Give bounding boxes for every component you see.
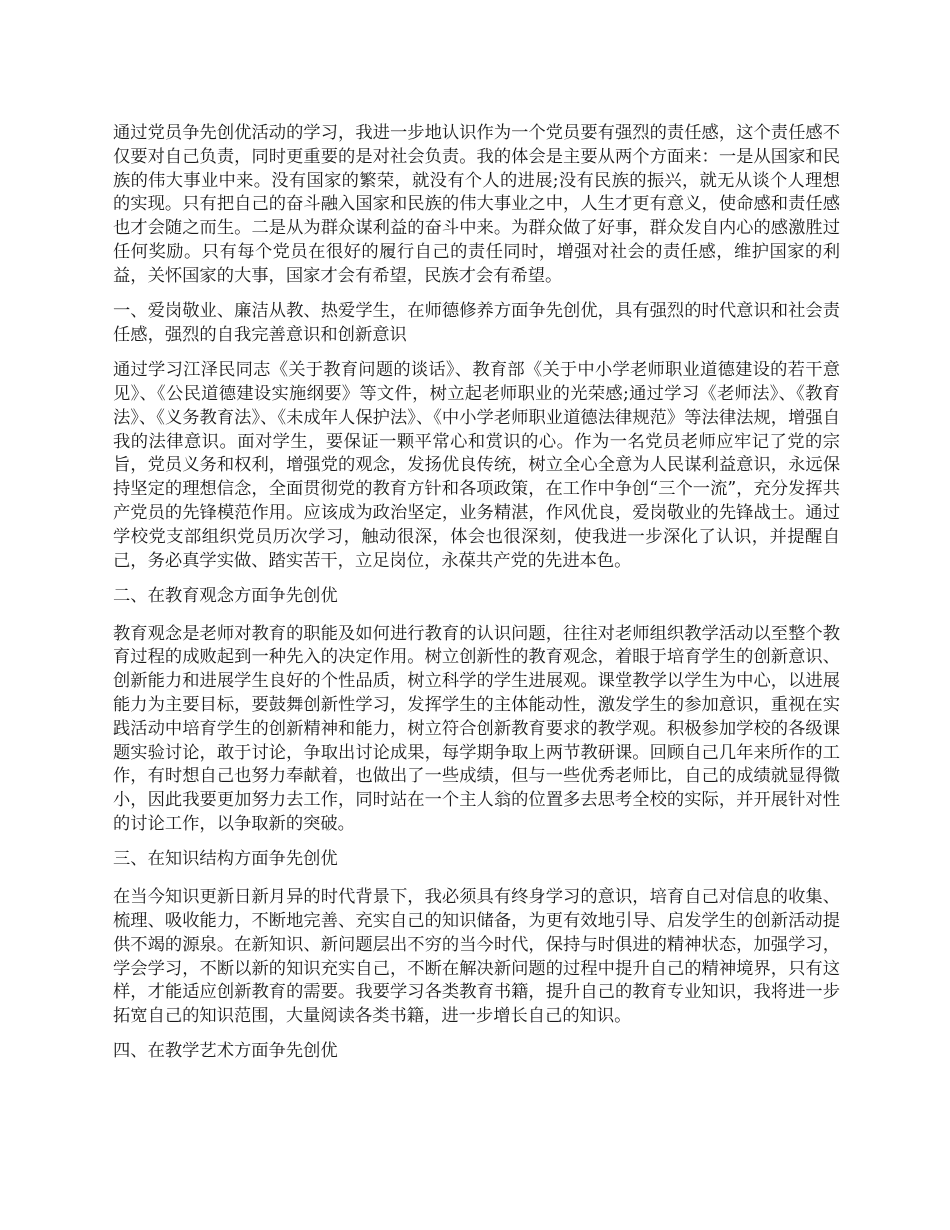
section-1-paragraph: 通过学习江泽民同志《关于教育问题的谈话》、教育部《关于中小学老师职业道德建设的若干意见》、《公民道德建设实施纲要》等文件，树立起老师职业的光荣感;通过学习《老师法》、《教育法》、《义务教育法》、《未成年人保护法》、《中小学老师职业道德法律规范》等法律法规，增强自我的法律意识。面对学生，要保证一颗平常心和赏识的心。作为一名党员老师应牢记了党的宗旨，党员义务和权利，增强党的观念，发扬优良传统，树立全心全意为人民谋利益意识，永远保持坚定的理想信念，全面贯彻党的教育方针和各项政策，在工作中争创“三个一流”，充分发挥共产党员的先锋模范作用。应该成为政治坚定，业务精湛，作风优良，爱岗敬业的先锋战士。通过学校党支部组织党员历次学习，触动很深，体会也很深刻，使我进一步深化了认识，并提醒自己，务必真学实做、踏实苦干，立足岗位，永葆共产党的先进本色。 [113, 360, 840, 571]
section-3-paragraph: 在当今知识更新日新月异的时代背景下，我必须具有终身学习的意识，培育自己对信息的收集、梳理、吸收能力，不断地完善、充实自己的知识储备，为更有效地引导、启发学生的创新活动提供不竭的源泉。在新知识、新问题层出不穷的当今时代，保持与时俱进的精神状态，加强学习，学会学习，不断以新的知识充实自己，不断在解决新问题的过程中提升自己的精神境界，只有这样，才能适应创新教育的需要。我要学习各类教育书籍，提升自己的教育专业知识，我将进一步拓宽自己的知识范围，大量阅读各类书籍，进一步增长自己的知识。 [113, 887, 840, 1027]
section-2-heading: 二、在教育观念方面争先创优 [113, 585, 338, 606]
section-3-heading: 三、在知识结构方面争先创优 [113, 849, 338, 870]
section-4-heading: 四、在教学艺术方面争先创优 [113, 1041, 338, 1062]
section-1-heading: 一、爱岗敬业、廉洁从教、热爱学生，在师德修养方面争先创优，具有强烈的时代意识和社会责任感，强烈的自我完善意识和创新意识 [113, 301, 840, 345]
intro-paragraph: 通过党员争先创优活动的学习，我进一步地认识作为一个党员要有强烈的责任感，这个责任感不仅要对自己负责，同时更重要的是对社会负责。我的体会是主要从两个方面来：一是从国家和民族的伟大事业中来。没有国家的繁荣，就没有个人的进展;没有民族的振兴，就无从谈个人理想的实现。只有把自己的奋斗融入国家和民族的伟大事业之中，人生才更有意义，使命感和责任感也才会随之而生。二是从为群众谋利益的奋斗中来。为群众做了好事，群众发自内心的感激胜过任何奖励。只有每个党员在很好的履行自己的责任同时，增强对社会的责任感，维护国家的利益，关怀国家的大事，国家才会有希望，民族才会有希望。 [113, 123, 840, 286]
document-body [113, 122, 840, 1078]
section-2-paragraph: 教育观念是老师对教育的职能及如何进行教育的认识问题，往往对老师组织教学活动以至整个教育过程的成败起到一种先入的决定作用。树立创新性的教育观念，着眼于培育学生的创新意识、创新能力和进展学生良好的个性品质，树立科学的学生进展观。课堂教学以学生为中心，以进展能力为主要目标，要鼓舞创新性学习，发挥学生的主体能动性，激发学生的参加意识，重视在实践活动中培育学生的创新精神和能力，树立符合创新教育要求的教学观。积极参加学校的各级课题实验讨论，敢于讨论，争取出讨论成果，每学期争取上两节教研课。回顾自己几年来所作的工作，有时想自己也努力奉献着，也做出了一些成绩，但与一些优秀老师比，自己的成绩就显得微小，因此我要更加努力去工作，同时站在一个主人翁的位置多去思考全校的实际，并开展针对性的讨论工作，以争取新的突破。 [113, 623, 840, 835]
